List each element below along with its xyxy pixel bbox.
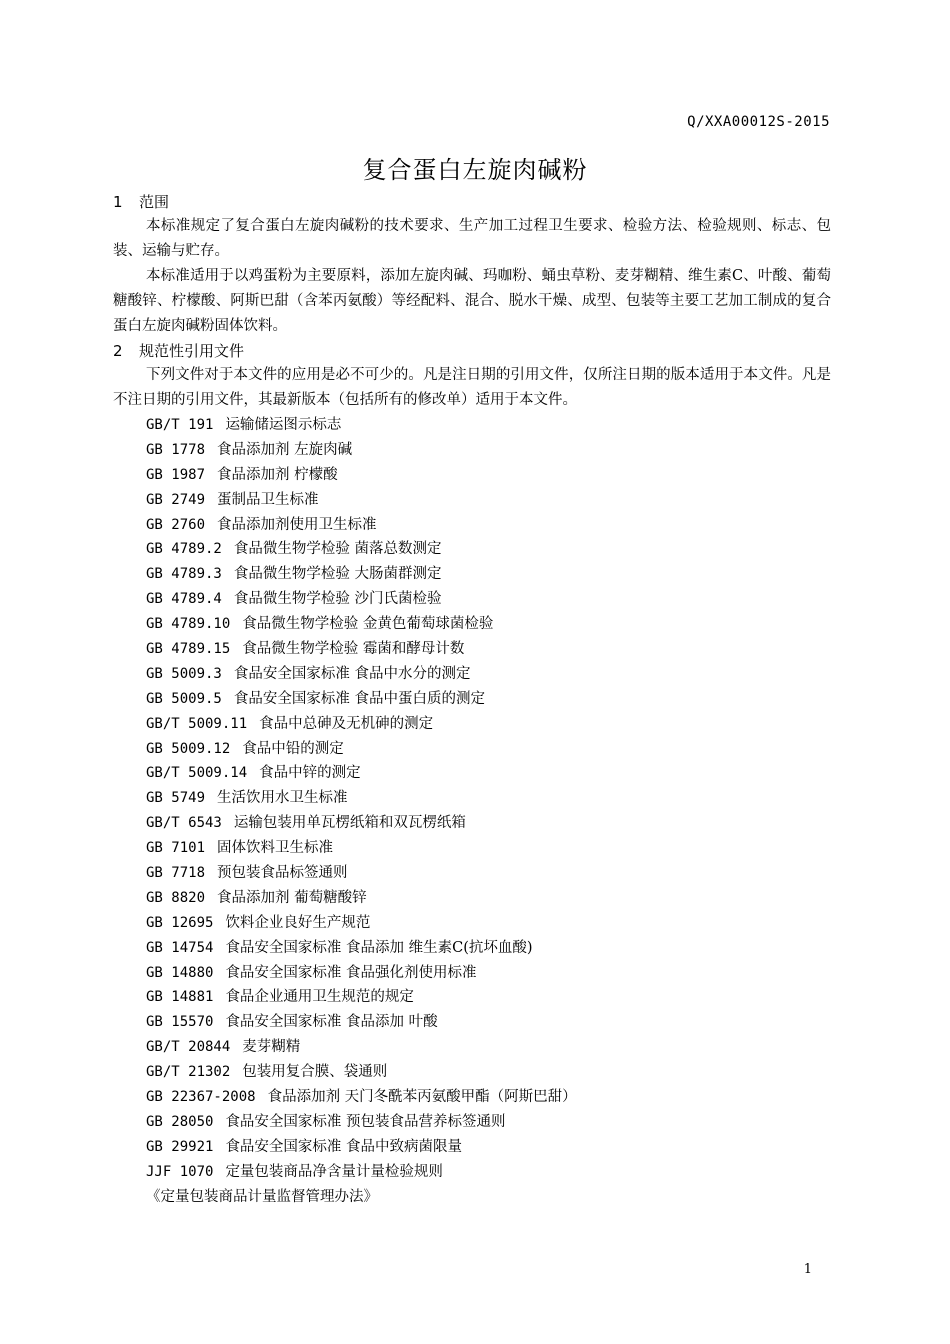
- reference-code: GB 4789.10: [146, 616, 231, 633]
- document-title: 复合蛋白左旋肉碱粉: [362, 156, 588, 184]
- reference-code: GB 5009.5: [146, 690, 222, 707]
- reference-item: [113, 761, 831, 786]
- reference-title: 食品微生物学检验 大肠菌群测定: [233, 566, 442, 583]
- reference-item: [113, 1010, 831, 1035]
- reference-title: 食品中总砷及无机砷的测定: [259, 715, 434, 732]
- reference-item: [113, 562, 831, 587]
- reference-item: [113, 1135, 831, 1160]
- reference-item: [113, 513, 831, 538]
- paragraph: 本标准适用于以鸡蛋粉为主要原料，添加左旋肉碱、玛咖粉、蛹虫草粉、麦芽糊精、维生素C、叶酸、葡萄糖酸锌、柠檬酸、阿斯巴甜（含苯丙氨酸）等经配料、混合、脱水干燥、成型、包装等主要工艺加工制成的复合蛋白左旋肉碱粉固体饮料。: [113, 268, 831, 334]
- reference-code: GB 1987: [146, 466, 206, 483]
- paragraph: 本标准规定了复合蛋白左旋肉碱粉的技术要求、生产加工过程卫生要求、检验方法、检验规则、标志、包装、运输与贮存。: [113, 218, 831, 259]
- reference-title: 食品安全国家标准 食品强化剂使用标准: [225, 964, 477, 981]
- reference-item: [113, 587, 831, 612]
- reference-code: GB 4789.4: [146, 591, 222, 608]
- reference-code: GB 8820: [146, 889, 206, 906]
- reference-item: [113, 1035, 831, 1060]
- reference-title: 食品安全国家标准 食品中致病菌限量: [225, 1138, 463, 1155]
- reference-title: 食品安全国家标准 食品中水分的测定: [233, 665, 471, 682]
- reference-title: 食品微生物学检验 菌落总数测定: [233, 541, 442, 558]
- reference-code: GB 4789.3: [146, 566, 222, 583]
- reference-title: 食品添加剂 左旋肉碱: [217, 441, 353, 458]
- reference-title: 食品微生物学检验 沙门氏菌检验: [233, 591, 442, 608]
- reference-item: [113, 1110, 831, 1135]
- section-number: 2: [113, 342, 123, 360]
- reference-item: [113, 537, 831, 562]
- reference-code: GB 14880: [146, 964, 214, 981]
- reference-title: 食品中铅的测定: [242, 740, 344, 757]
- reference-title: 食品安全国家标准 食品添加 维生素C(抗坏血酸): [225, 939, 533, 956]
- reference-item: [113, 985, 831, 1010]
- reference-title: 食品安全国家标准 食品添加 叶酸: [225, 1014, 438, 1031]
- reference-title: 食品安全国家标准 预包装食品营养标签通则: [225, 1113, 506, 1130]
- paragraph: 下列文件对于本文件的应用是必不可少的。凡是注日期的引用文件，仅所注日期的版本适用于本文件。凡是不注日期的引用文件，其最新版本（包括所有的修改单）适用于本文件。: [113, 367, 831, 408]
- reference-title: 食品微生物学检验 霉菌和酵母计数: [242, 641, 465, 658]
- standard-code: Q/XXA00012S-2015: [687, 114, 830, 130]
- reference-title: 食品企业通用卫生规范的规定: [225, 989, 414, 1006]
- reference-title: 《定量包装商品计量监督管理办法》: [146, 1188, 378, 1205]
- reference-item: [113, 1060, 831, 1085]
- reference-item: [113, 687, 831, 712]
- reference-code: GB 7101: [146, 840, 206, 857]
- reference-code: GB 15570: [146, 1014, 214, 1031]
- reference-item: [113, 1085, 831, 1110]
- reference-title: 预包装食品标签通则: [217, 865, 348, 882]
- reference-code: GB 2760: [146, 516, 206, 533]
- reference-item: [113, 886, 831, 911]
- reference-code: GB 4789.2: [146, 541, 222, 558]
- reference-item: [113, 463, 831, 488]
- reference-code: GB/T 191: [146, 417, 214, 433]
- reference-item: [113, 861, 831, 886]
- reference-code: GB/T 21302: [146, 1064, 231, 1081]
- reference-code: GB 5009.12: [146, 740, 231, 757]
- section-heading: [113, 190, 831, 214]
- reference-title: 食品添加剂 柠檬酸: [217, 466, 338, 483]
- reference-item: [113, 488, 831, 513]
- reference-item: [113, 637, 831, 662]
- reference-code: GB/T 5009.14: [146, 765, 248, 782]
- section-number: 1: [113, 193, 123, 211]
- reference-title: 生活饮用水卫生标准: [217, 790, 348, 807]
- reference-code: GB 2749: [146, 491, 206, 508]
- section-normative-references: [113, 339, 831, 1210]
- reference-list: [113, 413, 831, 1210]
- reference-item: [113, 811, 831, 836]
- reference-item: [113, 836, 831, 861]
- section-scope: [113, 190, 831, 339]
- reference-title: 蛋制品卫生标准: [217, 491, 319, 508]
- reference-title: 运输储运图示标志: [225, 417, 342, 433]
- section-title: 规范性引用文件: [139, 342, 245, 360]
- reference-code: GB 29921: [146, 1138, 214, 1155]
- reference-title: 饮料企业良好生产规范: [225, 914, 371, 931]
- reference-title: 定量包装商品净含量计量检验规则: [225, 1163, 443, 1180]
- reference-title: 食品添加剂 天门冬酰苯丙氨酸甲酯（阿斯巴甜）: [267, 1089, 577, 1106]
- reference-item: [113, 737, 831, 762]
- reference-code: GB/T 6543: [146, 815, 222, 832]
- reference-item: [113, 438, 831, 463]
- reference-code: GB 12695: [146, 914, 214, 931]
- reference-title: 运输包装用单瓦楞纸箱和双瓦楞纸箱: [233, 815, 466, 832]
- reference-code: GB 1778: [146, 441, 206, 458]
- reference-code: GB 22367-2008: [146, 1089, 256, 1106]
- reference-code: JJF 1070: [146, 1163, 214, 1180]
- document-body: [113, 190, 831, 1210]
- reference-item: [113, 413, 831, 438]
- reference-item: [113, 612, 831, 637]
- reference-code: GB 5009.3: [146, 665, 222, 682]
- reference-code: GB 14754: [146, 939, 214, 956]
- reference-code: GB 14881: [146, 989, 214, 1006]
- reference-title: 食品中锌的测定: [259, 765, 361, 782]
- reference-code: GB 4789.15: [146, 641, 231, 658]
- reference-item: [113, 911, 831, 936]
- reference-title: 食品微生物学检验 金黄色葡萄球菌检验: [242, 616, 494, 633]
- reference-item: [113, 1160, 831, 1185]
- reference-code: GB/T 20844: [146, 1039, 231, 1056]
- reference-title: 食品添加剂使用卫生标准: [217, 516, 377, 533]
- reference-title: 固体饮料卫生标准: [217, 840, 334, 857]
- reference-code: GB 28050: [146, 1113, 214, 1130]
- reference-code: GB/T 5009.11: [146, 715, 248, 732]
- reference-item: [113, 662, 831, 687]
- section-heading: [113, 339, 831, 363]
- reference-item: [113, 712, 831, 737]
- reference-title: 食品添加剂 葡萄糖酸锌: [217, 889, 367, 906]
- reference-title: 包装用复合膜、袋通则: [242, 1064, 388, 1081]
- reference-item: [113, 961, 831, 986]
- reference-title: 食品安全国家标准 食品中蛋白质的测定: [233, 690, 485, 707]
- section-title: 范围: [139, 193, 170, 211]
- page-number: 1: [803, 1262, 812, 1277]
- reference-item: [113, 936, 831, 961]
- reference-item: [113, 1185, 831, 1210]
- reference-title: 麦芽糊精: [242, 1039, 301, 1056]
- reference-code: GB 7718: [146, 865, 206, 882]
- reference-item: [113, 786, 831, 811]
- reference-code: GB 5749: [146, 790, 206, 807]
